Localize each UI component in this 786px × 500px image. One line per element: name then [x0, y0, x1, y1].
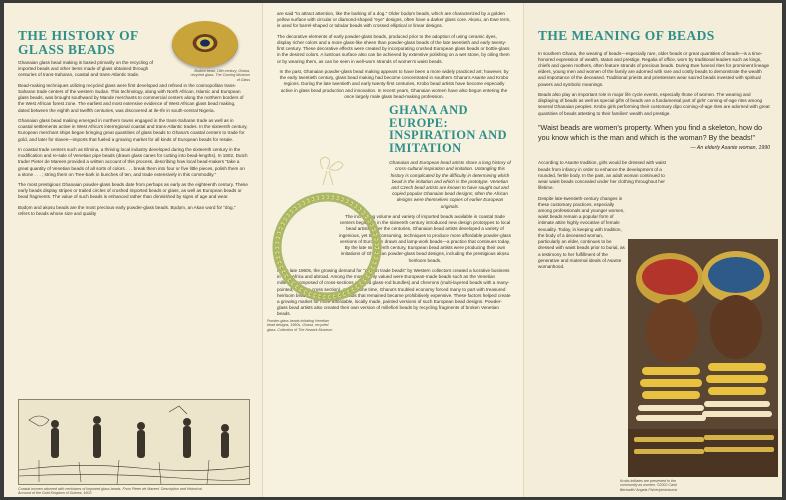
engraving-image	[18, 399, 250, 485]
quote-attribution: — An elderly Asante woman, 1990	[690, 145, 770, 152]
history-para-3: Ghanaian glass bead making emerged in northern towns engaged in the trans-Saharan trade as well as in coastal settlements active in West Africa's interregional coastal and trans-Atlantic trades. In the sixteenth century, European merchant ships began bringing great quantities of glass beads to Ghana's coastal centers to trade for gold, and later for slaves—imports that fueled a growing market for all kinds of European beads for resale.	[18, 117, 248, 142]
history-panel	[4, 3, 262, 497]
middle-para-1: are said "to attract attention, like the barking of a dog." Older bọdọm beads, which are characterized by a golden yellow surface with circular or diamond-shaped "eye" designs, often have a darker glass core. Akọsu, an Ewe term, is used for barrel-shaped or tubular beads with crossed elliptical or linear designs.	[277, 11, 511, 29]
krobo-photo-illustration	[628, 239, 778, 477]
middle-para-5: In the late 1960s, the growing demand for "African trade beads" by Western collectors created a lucrative business in both Africa and abroad. Among the most highly valued were European-made beads such as the Venetian millefiori (composed of cross-sections of fused glass-rod bundles) and chevrons (multi-layered beads with a many-pointed, star-like cross section). At the same time, Ghana's troubled economy forced many to part with treasured heirloom beads, and those trade beads that remained became prohibitively expensive. These factors helped create a growing market for more affordable, locally made, painted versions of such European bead designs. Powder-glass bead artists also created their own version of millefiori beads by recycling fragments of broken Venetian beads.	[277, 267, 511, 317]
brochure-spread	[4, 3, 782, 497]
europe-title-line1: GHANA AND EUROPE:	[389, 103, 468, 130]
middle-para-4: The increasing volume and variety of imported beads available in coastal trade centers beginning in the sixteenth century introduced new design prototypes to local bead artists. Over the centuries, Ghanaian bead artists developed a variety of ingenious, yet time-consuming, techniques to produce more affordable powder-glass versions of European drawn and lamp-work beads—a practice that continues today. By the late nineteenth century, European bead artists were producing their own imitations of Ghanaian powder-glass bead designs, including the prestigious akọsu heirloom beads.	[339, 213, 511, 263]
bodom-bead-image	[172, 21, 238, 67]
meaning-panel	[524, 3, 782, 497]
meaning-title: THE MEANING OF BEADS	[538, 28, 715, 43]
history-para-6: Bọdọm and akọsu beads are the most precious early powder-glass beads. Bọdọm, an Akan word for "dog," refers to beads whose size and quality	[18, 204, 236, 216]
photo-caption: Krobo initiates are presented to the community as women. ©2002 Carol Beckwith/ Angela Fisher/photokunst	[620, 479, 677, 492]
bodom-bead-caption: Bodom bead, 19th century, Ghana, recycled glass. The Corning Museum of Glass	[190, 69, 250, 82]
bead-ring-caption: Powder-glass beads imitating Venetian bead designs, 1960s, Ghana, recycled glass. Collection of The Newark Museum	[267, 319, 333, 332]
europe-title-line3: IMITATION	[389, 140, 462, 155]
quote-text: "Waist beads are women's property. When you find a skeleton, how do you know which is the man and which is the woman? By the beads!"	[538, 122, 763, 142]
history-para-1: Ghanaian glass bead making is based primarily on the recycling of imported beads and other items made of glass obtained through centuries of trans-Saharan, coastal and trans-Atlantic trade.	[18, 60, 154, 78]
engraving-caption: Coastal women adorned with necklaces of imported glass beads. From Pieter de Marees' Description and Historical Account of the Gold Kingdom of Guinea, 1602.	[18, 487, 202, 496]
history-title-line2: GLASS BEADS	[18, 41, 116, 57]
krobo-initiates-photo	[628, 239, 778, 477]
europe-title-line2: INSPIRATION AND	[389, 128, 507, 143]
europe-title	[389, 104, 511, 154]
engraving-illustration	[19, 400, 250, 485]
history-title-line1: THE HISTORY OF	[18, 28, 139, 43]
meaning-para-1: In southern Ghana, the wearing of beads—especially rare, older beads or great quantities of beads—is a time-honored expression of wealth, status and prestige. Regalia of office, worn by traditional leaders such as kings, chiefs and queen mothers, often feature strands of precious beads. During Ewe funeral rites for prominent lineage elders, young men and women of the family are adorned with rare and costly beads to demonstrate the wealth and importance of the deceased. Traditional priests and priestesses wear sacred beads invested with spiritual powers and symbolic meanings.	[538, 50, 770, 87]
history-para-2: Bead-making techniques utilizing recycled glass were first developed and refined in the cosmopolitan trans-Saharan trade centers of the western Sudan. This technology, along with North African, Islamic and European glass beads, was brought southward by Mande merchants to commercial centers along the northern borders of the West African forest zone. The earliest and most extensive evidence of West African glass bead making, dated between the eighth and twelfth centuries, was discovered at Ile-Ife in south-central Nigeria.	[18, 82, 244, 113]
meaning-para-2: Beads also play an important role in major life cycle events, especially those of women. The wearing and displaying of beads as well as special gifts of beads are a fundamental part of girls' coming-of-age rites among several Ghanaian peoples. Krobo girls performing their customary dipo coming-of-age rites are adorned with great quantities of beads attesting to their families' wealth and prestige.	[538, 91, 770, 116]
history-para-4: In coastal trade centers such as Elmina, a thriving local industry developed during the sixteenth century in the modification and re-sale of Venetian pipe beads (drawn glass canes for cutting into bead-lengths). In 1602, Dutch trader Pieter de Marees provided a written account of this process, describing how local bead-makers "take a great quantity of Venetian beads of all sorts of colors . . . break them into four or five little pieces, polish them on a stone . . . ; string them on Tree-bark in bunches of ten, and trade extensively in this commodity."	[18, 146, 248, 177]
europe-intro: Ghanaian and European bead artists share a long history of cross-cultural inspiration and imitation. Untangling this history is complicated by the difficulty in determining which bead is the imitation and which is the prototype. Venetian and Czech bead artists are known to have sought out and copied popular Ghanaian bead designs; often the African designs were themselves copies of earlier European originals.	[389, 160, 511, 209]
bead-ring-illustration	[267, 155, 389, 315]
middle-panel	[262, 3, 524, 497]
meaning-para-3: According to Asante tradition, girls would be dressed with waist beads from infancy in order to enhance the development of a rounded, fertile body. In the past, an adult woman continued to wear waist beads concealed under her clothing throughout her lifetime.	[538, 160, 666, 191]
middle-para-2: The decorative elements of early powder-glass beads, produced prior to the adoption of using ceramic dyes, display richer colors and a more glass-like sheen than powder-glass beads of the late twentieth and early twenty-first century. These decorative effects were created by incorporating crushed European glass beads or bottle-glass in the desired colors. A lustrous surface also can be achieved by extensive polishing on a wet stone, by oiling them or by wearing them, as can be seen in well-worn strands of women's waist beads.	[277, 33, 510, 64]
bead-ring-image	[267, 155, 389, 315]
middle-para-3: In the past, Ghanaian powder-glass bead making appears to have been a more widely practiced art; however, by the early twentieth century, glass bead making had become concentrated in southern Ghana's Asante and Krobo regions. During the late twentieth and early twenty-first centuries, Krobo bead artists have become especially active in glass bead production and innovation. In recent years, Ghanaian women have also begun entering the once largely male glass bead-making profession.	[279, 68, 509, 99]
meaning-para-4: Despite late-twentieth-century changes in these customary practices, especially among professionals and younger women, waist beads remain a popular form of intimate attire highly evocative of female sexuality. Today, in keeping with tradition, the body of a deceased woman, particularly an elder, continues to be dressed with waist beads prior to burial, as a testimony to her fulfillment of the generative and maternal ideals of Asante womanhood.	[538, 195, 625, 270]
quote-block	[538, 123, 770, 153]
history-para-5: The most prestigious Ghanaian powder-glass beads date from perhaps as early as the eighteenth century. These early beads display stripes or trailed circles of crushed imported beads or glass, as well as European beads or bead fragments. The value of such beads is enhanced rather than diminished by signs of age and wear.	[18, 181, 248, 200]
